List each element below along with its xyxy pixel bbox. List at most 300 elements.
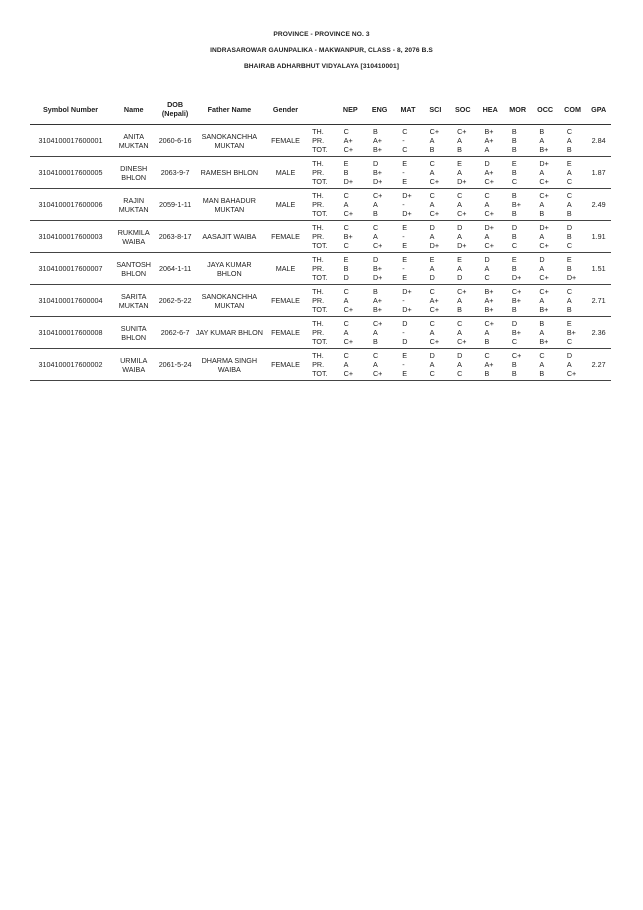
grade-value: B	[372, 127, 378, 136]
grade-value: A+	[372, 296, 382, 305]
grade-cell-soc	[449, 317, 476, 349]
grade-value: C	[566, 337, 573, 346]
symbol-number-cell: 3104100017600002	[30, 349, 111, 381]
grade-cell-sci	[422, 285, 449, 317]
grade-value: C	[343, 191, 349, 200]
grade-value: D	[484, 159, 490, 168]
grade-value: B	[566, 145, 572, 154]
grade-value: A	[457, 328, 462, 337]
gpa-cell: 1.87	[586, 157, 611, 189]
grade-type-label: TH.	[312, 223, 324, 232]
grade-value: A	[372, 232, 378, 241]
grade-value: D+	[343, 177, 354, 186]
grade-type-cell	[306, 125, 336, 157]
grade-value: B+	[484, 127, 494, 136]
grade-cell-mat	[394, 189, 421, 221]
grade-value: E	[566, 255, 572, 264]
grade-cell-sci	[422, 157, 449, 189]
grade-cell-eng	[365, 221, 394, 253]
grade-value: C+	[484, 177, 494, 186]
grade-value: C+	[343, 209, 354, 218]
grade-cell-eng	[365, 189, 394, 221]
grade-cell-com	[559, 189, 586, 221]
grade-value: E	[402, 255, 408, 264]
grade-cell-nep	[336, 221, 365, 253]
grade-value: -	[402, 360, 405, 369]
grade-value: B+	[372, 264, 382, 273]
grade-cell-sci	[422, 253, 449, 285]
grade-value: D	[343, 273, 349, 282]
table-row	[30, 221, 611, 253]
grade-value: B+	[539, 305, 549, 314]
grade-cell-hea	[477, 125, 504, 157]
grade-value: E	[402, 223, 408, 232]
gender-cell: FEMALE	[265, 317, 306, 349]
results-table	[30, 94, 611, 381]
grade-value: A	[539, 200, 545, 209]
gender-cell: MALE	[265, 189, 306, 221]
grade-value: D+	[402, 305, 412, 314]
grade-cell-nep	[336, 253, 365, 285]
gpa-cell: 2.36	[586, 317, 611, 349]
grade-value: B	[539, 369, 545, 378]
grade-value: D	[484, 255, 490, 264]
grade-value: A	[457, 168, 462, 177]
grade-value: B	[511, 232, 517, 241]
grade-type-label: TH.	[312, 351, 324, 360]
symbol-number-cell: 3104100017600005	[30, 157, 111, 189]
grade-value: D	[372, 255, 379, 264]
grade-value: A	[484, 200, 490, 209]
grade-value: A	[539, 264, 545, 273]
grade-value: -	[402, 296, 405, 305]
col-sci: SCI	[422, 94, 449, 125]
grade-cell-mor	[504, 253, 531, 285]
col-father: Father Name	[194, 94, 265, 125]
gender-cell: MALE	[265, 157, 306, 189]
grade-value: A	[566, 360, 572, 369]
grade-value: B	[511, 264, 517, 273]
table-row	[30, 157, 611, 189]
symbol-number-cell: 3104100017600004	[30, 285, 111, 317]
grade-value: A	[539, 168, 545, 177]
grade-value: C	[402, 145, 408, 154]
col-nep: NEP	[336, 94, 365, 125]
grade-value: B	[511, 136, 517, 145]
grade-value: C+	[539, 287, 549, 296]
grade-value: A	[539, 232, 545, 241]
student-name-cell: SARITA MUKTAN	[111, 285, 156, 317]
grade-value: C	[457, 191, 463, 200]
grade-value: A	[429, 264, 435, 273]
grade-value: D+	[539, 159, 549, 168]
gender-cell: FEMALE	[265, 125, 306, 157]
grade-value: D+	[457, 241, 467, 250]
gender-cell: FEMALE	[265, 221, 306, 253]
col-mor: MOR	[504, 94, 531, 125]
grade-cell-soc	[449, 157, 476, 189]
col-eng: ENG	[365, 94, 394, 125]
grade-value: B	[511, 305, 517, 314]
grade-value: C+	[429, 209, 440, 218]
dob-cell: 2062-6-7	[156, 317, 193, 349]
grade-cell-hea	[477, 253, 504, 285]
grade-type-label: TH.	[312, 127, 324, 136]
grade-value: A	[566, 200, 572, 209]
grade-cell-sci	[422, 349, 449, 381]
grade-cell-nep	[336, 317, 365, 349]
col-mat: MAT	[394, 94, 421, 125]
grade-value: C+	[539, 191, 549, 200]
grade-type-label: TOT.	[312, 273, 328, 282]
grade-value: D	[372, 159, 379, 168]
grade-value: D	[457, 273, 463, 282]
grade-cell-sci	[422, 221, 449, 253]
grade-value: A	[343, 296, 349, 305]
table-row	[30, 317, 611, 349]
grade-value: A	[372, 360, 378, 369]
grade-value: C	[372, 351, 379, 360]
grade-cell-sci	[422, 317, 449, 349]
gpa-cell: 1.91	[586, 221, 611, 253]
grade-type-cell	[306, 189, 336, 221]
father-name-cell: DHARMA SINGH WAIBA	[194, 349, 265, 381]
grade-value: A	[372, 328, 378, 337]
grade-value: C+	[484, 241, 494, 250]
grade-value: B+	[484, 305, 494, 314]
grade-cell-com	[559, 317, 586, 349]
grade-value: A	[566, 168, 572, 177]
grade-value: E	[402, 159, 408, 168]
col-hea: HEA	[477, 94, 504, 125]
student-name-cell: URMILA WAIBA	[111, 349, 156, 381]
grade-type-cell	[306, 349, 336, 381]
grade-value: C	[484, 351, 490, 360]
symbol-number-cell: 3104100017600003	[30, 221, 111, 253]
grade-value: C+	[372, 319, 383, 328]
grade-value: B+	[539, 145, 549, 154]
grade-cell-occ	[531, 125, 558, 157]
gpa-cell: 2.84	[586, 125, 611, 157]
grade-cell-soc	[449, 189, 476, 221]
grade-value: C+	[539, 177, 549, 186]
student-name-cell: DINESH BHLON	[111, 157, 156, 189]
symbol-number-cell: 3104100017600007	[30, 253, 111, 285]
grade-value: C+	[457, 287, 467, 296]
table-row	[30, 285, 611, 317]
grade-value: A	[429, 200, 435, 209]
grade-value: D	[511, 223, 518, 232]
grade-type-label: PR.	[312, 136, 325, 145]
grade-value: A	[429, 328, 435, 337]
grade-value: A	[457, 232, 462, 241]
grade-type-label: PR.	[312, 264, 325, 273]
grade-cell-nep	[336, 125, 365, 157]
grade-type-cell	[306, 253, 336, 285]
col-com: COM	[559, 94, 586, 125]
grade-value: A	[343, 328, 349, 337]
gpa-cell: 2.27	[586, 349, 611, 381]
student-name-cell: RAJIN MUKTAN	[111, 189, 156, 221]
grade-value: A+	[429, 296, 439, 305]
grade-value: D	[402, 337, 408, 346]
gender-cell: FEMALE	[265, 285, 306, 317]
grade-value: D+	[511, 273, 522, 282]
grade-cell-com	[559, 125, 586, 157]
grade-value: B	[511, 191, 517, 200]
grade-value: A	[457, 200, 462, 209]
grade-type-label: PR.	[312, 232, 325, 241]
grade-value: C	[372, 223, 379, 232]
grade-value: B	[539, 127, 545, 136]
grade-value: A	[429, 136, 435, 145]
grade-value: C	[429, 191, 435, 200]
grade-value: D	[539, 255, 545, 264]
grade-value: B	[511, 127, 517, 136]
col-soc: SOC	[449, 94, 476, 125]
grade-value: B	[429, 145, 435, 154]
grade-cell-mor	[504, 285, 531, 317]
grade-value: B+	[343, 232, 353, 241]
grade-value: E	[566, 319, 572, 328]
grade-cell-eng	[365, 157, 394, 189]
grade-type-label: PR.	[312, 328, 325, 337]
col-dob: DOB (Nepali)	[156, 94, 193, 125]
header-school: BHAIRAB ADHARBHUT VIDYALAYA [310410001]	[243, 63, 400, 70]
grade-value: B	[457, 145, 462, 154]
grade-value: A	[539, 328, 545, 337]
grade-value: -	[402, 136, 405, 145]
grade-value: C	[539, 351, 545, 360]
grade-cell-hea	[477, 317, 504, 349]
grade-value: B	[511, 369, 517, 378]
grade-value: A+	[484, 168, 494, 177]
grade-value: E	[429, 255, 435, 264]
col-type	[306, 94, 336, 125]
grade-value: C+	[343, 369, 354, 378]
grade-value: E	[457, 159, 462, 168]
grade-value: B	[372, 337, 378, 346]
student-name-cell: SUNITA BHLON	[111, 317, 156, 349]
student-name-cell: ANITA MUKTAN	[111, 125, 156, 157]
grade-value: D	[566, 223, 573, 232]
grade-type-label: TOT.	[312, 209, 328, 218]
grade-cell-com	[559, 253, 586, 285]
grade-value: A	[566, 296, 572, 305]
grade-type-label: PR.	[312, 200, 325, 209]
grade-cell-com	[559, 285, 586, 317]
grade-value: B+	[484, 287, 494, 296]
grade-value: A	[429, 360, 435, 369]
father-name-cell: SANOKANCHHA MUKTAN	[194, 285, 265, 317]
grade-cell-eng	[365, 253, 394, 285]
grade-cell-mat	[394, 317, 421, 349]
grade-cell-occ	[531, 253, 558, 285]
grade-value: E	[402, 177, 408, 186]
grade-value: -	[402, 168, 405, 177]
grade-value: B	[372, 287, 378, 296]
grade-value: C	[429, 369, 435, 378]
grade-value: B	[539, 209, 545, 218]
grade-value: B+	[566, 328, 576, 337]
grade-cell-eng	[365, 317, 394, 349]
grade-value: C+	[372, 191, 383, 200]
grade-type-cell	[306, 221, 336, 253]
father-name-cell: SANOKANCHHA MUKTAN	[194, 125, 265, 157]
dob-cell: 2060-6-16	[156, 125, 193, 157]
col-name: Name	[111, 94, 156, 125]
grade-value: B	[343, 264, 349, 273]
grade-cell-com	[559, 221, 586, 253]
grade-value: E	[511, 159, 517, 168]
grade-value: A	[539, 360, 545, 369]
grade-value: C+	[457, 337, 467, 346]
grade-type-label: TH.	[312, 287, 324, 296]
dob-cell: 2064-1-11	[156, 253, 193, 285]
grade-cell-hea	[477, 349, 504, 381]
grade-value: A	[343, 200, 349, 209]
header-row	[30, 94, 611, 125]
grade-cell-mat	[394, 157, 421, 189]
grade-value: C	[429, 319, 435, 328]
grade-value: A	[484, 145, 490, 154]
grade-cell-eng	[365, 285, 394, 317]
grade-value: C+	[566, 369, 577, 378]
grade-cell-mor	[504, 221, 531, 253]
grade-cell-mat	[394, 285, 421, 317]
grade-value: C+	[343, 305, 354, 314]
grade-value: C	[343, 223, 349, 232]
grade-value: B+	[372, 305, 382, 314]
grade-cell-hea	[477, 157, 504, 189]
grade-type-label: TH.	[312, 159, 324, 168]
grade-value: B	[539, 319, 545, 328]
grade-value: C	[511, 337, 518, 346]
grade-type-label: TOT.	[312, 145, 328, 154]
grade-cell-eng	[365, 349, 394, 381]
grade-value: C	[511, 241, 518, 250]
grade-value: B	[457, 305, 462, 314]
grade-value: C+	[429, 337, 440, 346]
col-gender: Gender	[265, 94, 306, 125]
grade-value: B+	[539, 337, 549, 346]
student-name-cell: SANTOSH BHLON	[111, 253, 156, 285]
grade-cell-soc	[449, 349, 476, 381]
grade-value: E	[511, 255, 517, 264]
table-row	[30, 349, 611, 381]
dob-cell: 2059-1-11	[156, 189, 193, 221]
grade-value: D	[429, 223, 435, 232]
grade-value: A+	[484, 136, 494, 145]
grade-value: C+	[511, 351, 522, 360]
gpa-cell: 2.71	[586, 285, 611, 317]
grade-value: E	[402, 351, 408, 360]
symbol-number-cell: 3104100017600006	[30, 189, 111, 221]
grade-cell-com	[559, 157, 586, 189]
header-municipality: INDRASAROWAR GAUNPALIKA - MAKWANPUR, CLASS - 8, 2076 B.S	[210, 47, 433, 54]
grade-value: B	[484, 337, 490, 346]
grade-value: C+	[484, 319, 494, 328]
table-row	[30, 189, 611, 221]
dob-cell: 2063-9-7	[156, 157, 193, 189]
grade-value: A+	[484, 360, 494, 369]
grade-type-label: PR.	[312, 360, 325, 369]
grade-value: C	[343, 351, 349, 360]
grade-value: C+	[484, 209, 494, 218]
grade-value: B	[511, 168, 517, 177]
father-name-cell: AASAJIT WAIBA	[194, 221, 265, 253]
grade-cell-occ	[531, 221, 558, 253]
grade-cell-occ	[531, 157, 558, 189]
grade-value: D+	[402, 287, 412, 296]
grade-cell-nep	[336, 157, 365, 189]
grade-value: C	[343, 127, 349, 136]
grade-cell-mat	[394, 221, 421, 253]
father-name-cell: JAYA KUMAR BHLON	[194, 253, 265, 285]
grade-value: B+	[372, 168, 382, 177]
grade-cell-soc	[449, 221, 476, 253]
grade-cell-nep	[336, 189, 365, 221]
dob-cell: 2063-8-17	[156, 221, 193, 253]
grade-type-label: TH.	[312, 191, 324, 200]
grade-value: C	[566, 127, 573, 136]
grade-value: -	[402, 232, 405, 241]
grade-value: C	[343, 241, 349, 250]
grade-cell-occ	[531, 349, 558, 381]
grade-value: C+	[372, 241, 383, 250]
grade-value: D	[457, 351, 463, 360]
grade-value: E	[457, 255, 462, 264]
grade-value: D	[429, 351, 435, 360]
grade-value: A	[372, 200, 378, 209]
grade-type-label: PR.	[312, 296, 325, 305]
grade-type-label: TH.	[312, 319, 324, 328]
col-gpa: GPA	[586, 94, 611, 125]
grade-cell-mat	[394, 125, 421, 157]
grade-value: C	[457, 369, 463, 378]
grade-type-cell	[306, 157, 336, 189]
grade-cell-com	[559, 349, 586, 381]
grade-value: A	[484, 328, 490, 337]
grade-value: B+	[511, 200, 521, 209]
grade-value: D	[511, 319, 518, 328]
grade-cell-occ	[531, 285, 558, 317]
grade-value: B	[511, 360, 517, 369]
grade-value: C+	[372, 369, 383, 378]
grade-value: A	[457, 136, 462, 145]
grade-value: D	[402, 319, 408, 328]
grade-value: C	[566, 191, 573, 200]
grade-cell-hea	[477, 285, 504, 317]
grade-value: C+	[343, 337, 354, 346]
grade-cell-eng	[365, 125, 394, 157]
grade-value: C	[343, 287, 349, 296]
gpa-cell: 2.49	[586, 189, 611, 221]
grade-value: D+	[372, 273, 383, 282]
grade-cell-nep	[336, 285, 365, 317]
grade-value: D+	[539, 223, 549, 232]
grade-value: D	[566, 351, 573, 360]
grade-value: C	[566, 287, 573, 296]
grade-value: A	[566, 136, 572, 145]
grade-value: -	[402, 200, 405, 209]
grade-value: A+	[484, 296, 494, 305]
grade-value: B	[511, 145, 517, 154]
grade-cell-nep	[336, 349, 365, 381]
grade-value: E	[343, 255, 349, 264]
grade-value: D+	[402, 209, 412, 218]
header-province: PROVINCE - PROVINCE NO. 3	[273, 31, 370, 38]
